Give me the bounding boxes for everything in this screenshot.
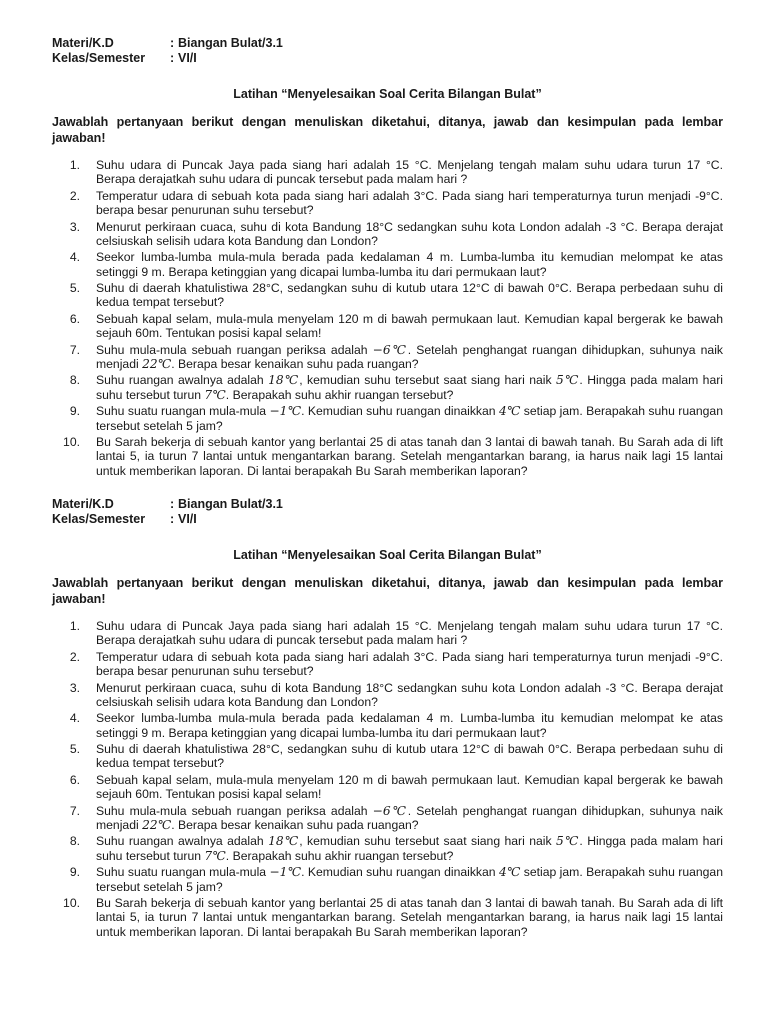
question-item (52, 404, 723, 433)
question-number: 4. (69, 250, 80, 265)
question-text: Bu Sarah bekerja di sebuah kantor yang berlantai 25 di atas tanah dan 3 lantai di bawah tanah. Bu Sarah ada di lift lantai 5, ia turun 7 lantai untuk mengantarkan barang. Setelah mengantarkan barang, ia harus naik lagi 15 lantai untuk memberikan laporan. Di lantai berapakah Bu Sarah memberikan laporan? (96, 896, 723, 939)
question-text-part: . Hingga pada malam hari suhu tersebut turun (96, 373, 723, 402)
question-text-part: Suhu ruangan awalnya adalah (96, 834, 269, 849)
math-temperature: 18℃ (268, 373, 300, 388)
math-temperature: 18℃ (268, 834, 300, 849)
math-temperature: 5℃ (555, 373, 580, 388)
question-number: 8. (69, 834, 80, 849)
question-number: 5. (69, 742, 80, 757)
question-number: 4. (69, 711, 80, 726)
question-number: 8. (69, 373, 80, 388)
meta-label: Materi/K.D (52, 36, 114, 50)
question-text: Suhu di daerah khatulistiwa 28°C, sedangkan suhu di kutub utara 12°C di bawah 0°C. Berapa perbedaan suhu di kedua tempat tersebut? (96, 281, 723, 310)
question-text: Sebuah kapal selam, mula-mula menyelam 120 m di bawah permukaan laut. Kemudian kapal bergerak ke bawah sejauh 60m. Tentukan posisi kapal selam! (96, 772, 723, 802)
meta-row-materi (52, 36, 723, 51)
question-number: 2. (69, 649, 80, 664)
question-item (52, 650, 723, 679)
question-text-part: Suhu ruangan awalnya adalah (96, 373, 269, 388)
math-temperature: −6℃ (372, 803, 408, 818)
question-item (52, 312, 723, 341)
question-text: Temperatur udara di sebuah kota pada siang hari adalah 3°C. Pada siang hari temperaturnya turun menjadi -9°C. berapa besar penurunan suhu tersebut? (96, 188, 723, 218)
meta-label: Kelas/Semester (52, 51, 146, 65)
worksheet-1 (52, 36, 723, 480)
question-text: Sebuah kapal selam, mula-mula menyelam 120 m di bawah permukaan laut. Kemudian kapal bergerak ke bawah sejauh 60m. Tentukan posisi kapal selam! (96, 311, 723, 341)
meta-label: Materi/K.D (52, 497, 114, 511)
meta-separator: : (170, 51, 175, 65)
question-text-part: , kemudian suhu tersebut saat siang hari naik (299, 373, 556, 388)
question-number: 3. (69, 219, 80, 234)
meta-value: VI/I (178, 51, 197, 65)
question-item (52, 711, 723, 740)
question-text-part: setiap jam. Berapakah suhu ruangan tersebut setelah 5 jam? (96, 865, 723, 894)
question-text: Suhu udara di Puncak Jaya pada siang hari adalah 15 °C. Menjelang tengah malam suhu udara turun 17 °C. Berapa derajatkah suhu udara di puncak tersebut pada malam hari ? (96, 158, 723, 187)
math-temperature: 5℃ (555, 834, 580, 849)
meta-label: Kelas/Semester (52, 512, 146, 526)
meta-row-kelas (52, 512, 723, 527)
question-list (52, 619, 723, 939)
instruction-text: Jawablah pertanyaan berikut dengan menuliskan diketahui, ditanya, jawab dan kesimpulan pada lembar jawaban! (52, 115, 723, 145)
question-number: 9. (69, 865, 80, 880)
question-item (52, 343, 723, 372)
question-item (52, 158, 723, 187)
question-number: 6. (69, 772, 80, 787)
math-temperature: 4℃ (498, 865, 521, 880)
question-text (96, 343, 723, 372)
question-text: Menurut perkiraan cuaca, suhu di kota Bandung 18°C sedangkan suhu kota London adalah -3 °C. Berapa derajat celsiuskah selisih udara kota Bandung dan London? (96, 680, 723, 709)
math-temperature: 22℃ (142, 356, 172, 371)
question-text (96, 865, 723, 894)
question-number: 7. (69, 342, 80, 357)
question-item (52, 804, 723, 833)
meta-row-materi (52, 497, 723, 512)
math-temperature: −1℃ (269, 404, 302, 419)
question-text-part: Suhu suatu ruangan mula-mula (96, 404, 270, 419)
question-item (52, 742, 723, 771)
meta-value: Biangan Bulat/3.1 (178, 36, 283, 50)
question-number: 1. (69, 158, 80, 172)
question-number: 2. (69, 188, 80, 203)
question-text-part: . Kemudian suhu ruangan dinaikkan (301, 404, 499, 419)
question-text: Temperatur udara di sebuah kota pada siang hari adalah 3°C. Pada siang hari temperaturnya turun menjadi -9°C. berapa besar penurunan suhu tersebut? (96, 649, 723, 679)
question-text-part: Suhu mula-mula sebuah ruangan periksa adalah (96, 803, 373, 818)
question-text-part: . Setelah penghangat ruangan dihidupkan, suhunya naik menjadi (96, 803, 723, 832)
meta-row-kelas (52, 51, 723, 66)
question-item (52, 834, 723, 863)
meta-separator: : (170, 497, 175, 511)
question-text (96, 373, 723, 402)
question-item (52, 619, 723, 648)
meta-value: Biangan Bulat/3.1 (178, 497, 283, 511)
question-text-part: setiap jam. Berapakah suhu ruangan tersebut setelah 5 jam? (96, 404, 723, 433)
question-number: 1. (69, 619, 80, 633)
question-number: 7. (69, 803, 80, 818)
question-item (52, 865, 723, 894)
question-number: 10. (63, 435, 80, 450)
question-text-part: Suhu suatu ruangan mula-mula (96, 865, 270, 880)
meta-separator: : (170, 512, 175, 526)
question-text: Seekor lumba-lumba mula-mula berada pada kedalaman 4 m. Lumba-lumba itu kemudian melompat ke atas setinggi 9 m. Berapa ketinggian yang dicapai lumba-lumba itu dari permukaan laut? (96, 250, 723, 279)
question-text-part: . Kemudian suhu ruangan dinaikkan (301, 865, 499, 880)
question-number: 6. (69, 311, 80, 326)
question-text: Suhu udara di Puncak Jaya pada siang hari adalah 15 °C. Menjelang tengah malam suhu udara turun 17 °C. Berapa derajatkah suhu udara di puncak tersebut pada malam hari ? (96, 619, 723, 648)
question-number: 3. (69, 680, 80, 695)
math-temperature: 7℃ (204, 387, 226, 402)
question-text-part: . Berapakah suhu akhir ruangan tersebut? (225, 848, 454, 863)
worksheet-title: Latihan “Menyelesaikan Soal Cerita Bilangan Bulat” (233, 87, 542, 101)
question-text-part: . Setelah penghangat ruangan dihidupkan, suhunya naik menjadi (96, 342, 723, 371)
question-text-part: . Berapakah suhu akhir ruangan tersebut? (225, 387, 454, 402)
worksheet-title: Latihan “Menyelesaikan Soal Cerita Bilangan Bulat” (233, 548, 542, 562)
math-temperature: −6℃ (372, 342, 408, 357)
question-text-part: . Berapa besar kenaikan suhu pada ruangan? (171, 356, 419, 371)
math-temperature: 7℃ (204, 848, 226, 863)
question-text (96, 804, 723, 833)
question-text-part: Suhu mula-mula sebuah ruangan periksa adalah (96, 342, 373, 357)
meta-separator: : (170, 36, 175, 50)
math-temperature: 22℃ (142, 817, 172, 832)
question-item (52, 250, 723, 279)
question-text: Suhu di daerah khatulistiwa 28°C, sedangkan suhu di kutub utara 12°C di bawah 0°C. Berapa perbedaan suhu di kedua tempat tersebut? (96, 742, 723, 771)
math-temperature: −1℃ (269, 865, 302, 880)
question-item (52, 189, 723, 218)
question-item (52, 681, 723, 710)
question-number: 9. (69, 404, 80, 419)
question-list (52, 158, 723, 478)
math-temperature: 4℃ (498, 404, 521, 419)
question-text (96, 404, 723, 433)
question-text-part: . Hingga pada malam hari suhu tersebut turun (96, 834, 723, 863)
question-item (52, 773, 723, 802)
question-item (52, 896, 723, 939)
question-text (96, 834, 723, 863)
question-text: Bu Sarah bekerja di sebuah kantor yang berlantai 25 di atas tanah dan 3 lantai di bawah tanah. Bu Sarah ada di lift lantai 5, ia turun 7 lantai untuk mengantarkan barang. Setelah mengantarkan barang, ia harus naik lagi 15 lantai untuk memberikan laporan. Di lantai berapakah Bu Sarah memberikan laporan? (96, 435, 723, 478)
instruction-text: Jawablah pertanyaan berikut dengan menuliskan diketahui, ditanya, jawab dan kesimpulan pada lembar jawaban! (52, 576, 723, 606)
question-number: 10. (63, 896, 80, 911)
question-number: 5. (69, 281, 80, 296)
question-text-part: , kemudian suhu tersebut saat siang hari naik (299, 834, 556, 849)
meta-value: VI/I (178, 512, 197, 526)
question-item (52, 220, 723, 249)
question-text: Menurut perkiraan cuaca, suhu di kota Bandung 18°C sedangkan suhu kota London adalah -3 °C. Berapa derajat celsiuskah selisih udara kota Bandung dan London? (96, 219, 723, 248)
question-item (52, 373, 723, 402)
worksheet-2 (52, 497, 723, 941)
question-item (52, 435, 723, 478)
question-text: Seekor lumba-lumba mula-mula berada pada kedalaman 4 m. Lumba-lumba itu kemudian melompat ke atas setinggi 9 m. Berapa ketinggian yang dicapai lumba-lumba itu dari permukaan laut? (96, 711, 723, 740)
question-text-part: . Berapa besar kenaikan suhu pada ruangan? (171, 817, 419, 832)
question-item (52, 281, 723, 310)
